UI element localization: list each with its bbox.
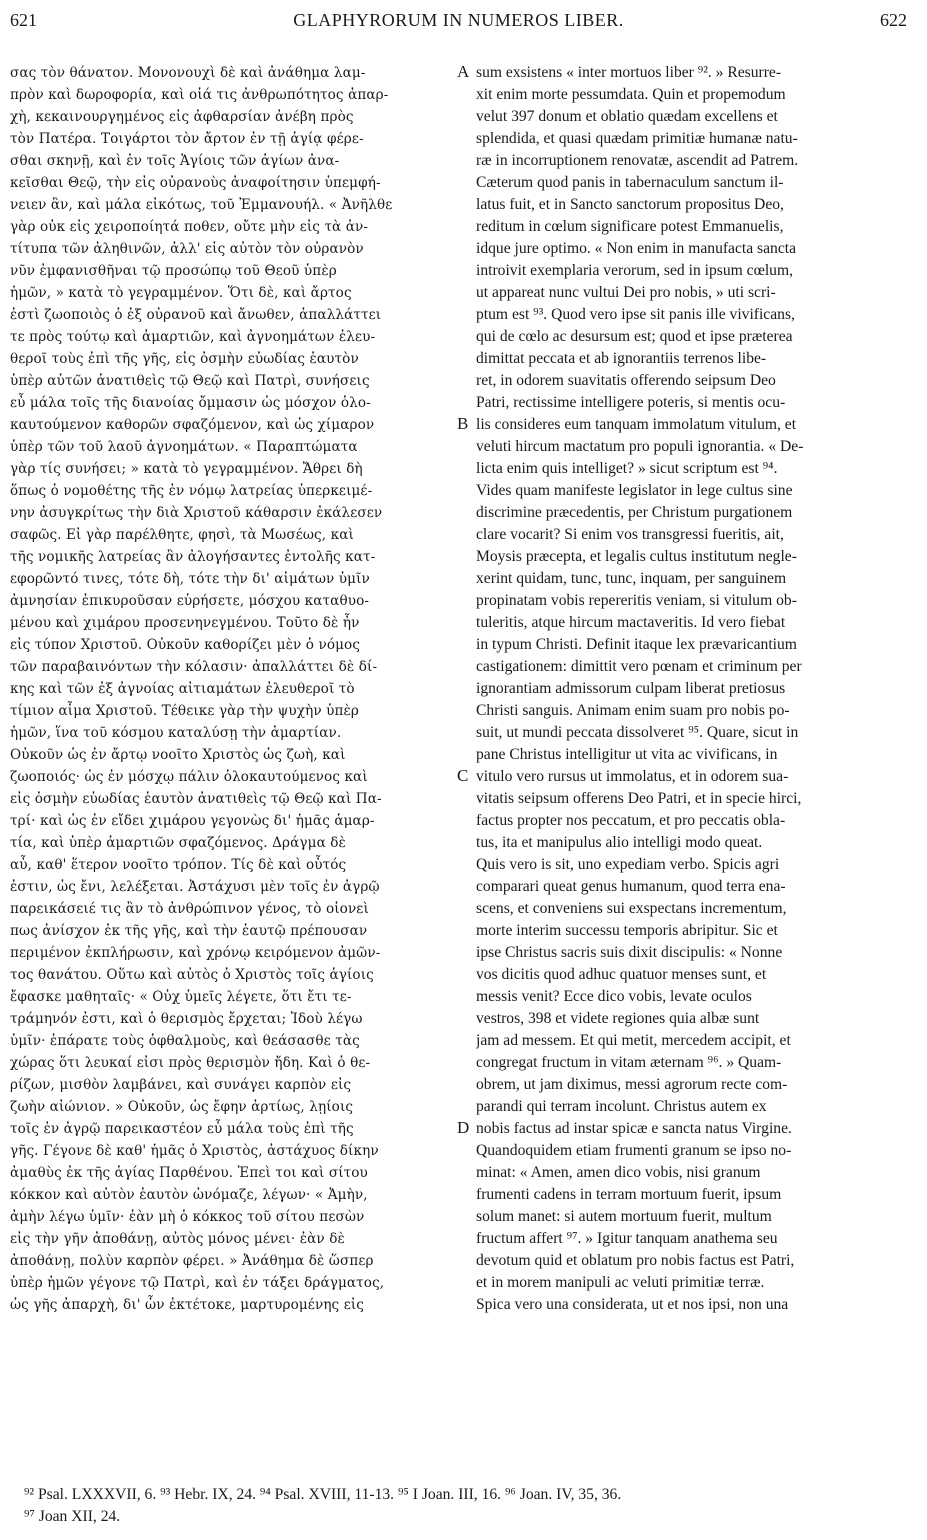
margin-markers <box>455 62 475 1162</box>
text-line: ipse Christus sacris suis dixit discipulis: « Nonne <box>476 944 783 961</box>
text-line: clare vocarit? Si enim vos transgressi fueritis, ait, <box>476 526 784 543</box>
text-line: γῆς. Γέγονε δὲ καθ' ἡμᾶς ὁ Χριστὸς, ἀστάχυος δίκην <box>10 1143 379 1159</box>
text-line: νῦν ἐμφανισθῆναι τῷ προσώπῳ τοῦ Θεοῦ ὑπὲρ <box>10 263 337 279</box>
text-line: introivit exemplaria verorum, sed in ipsum cœlum, <box>476 262 794 279</box>
text-line: πρὸν καὶ δωροφορία, καὶ οἱά τις ἀνθρωπότητος ἀπαρ- <box>10 87 389 103</box>
text-line: ὅπως ὁ νομοθέτης τῆς ἐν νόμῳ λατρείας ὑπερκειμέ- <box>10 483 373 499</box>
text-line: εἰς τὴν γῆν ἀποθάνῃ, αὐτὸς μόνος μένει· ἐὰν δὲ <box>10 1231 345 1247</box>
text-line: vitatis seipsum offerens Deo Patri, et in specie hirci, <box>476 790 802 807</box>
text-line: κόκκον καὶ αὐτὸν ἑαυτὸν ὠνόμαζε, λέγων· « Ἀμὴν, <box>10 1187 368 1203</box>
greek-text-column <box>10 62 456 1316</box>
text-line: κης καὶ τῶν ἐξ ἀγνοίας αἰτιαμάτων ἐλευθεροῖ τὸ <box>10 681 355 697</box>
text-line: veluti hircum mactatum pro populi ignorantia. « De- <box>476 438 804 455</box>
text-line: comparari queat genus humanum, quod terra ena- <box>476 878 786 895</box>
page-number-right: 622 <box>880 10 907 30</box>
text-line: τίμιον αἷμα Χριστοῦ. Τέθεικε γὰρ τὴν ψυχὴν ὑπὲρ <box>10 703 359 719</box>
text-line: τῶν παραβαινόντων τὴν κόλασιν· ἀπαλλάττει δὲ δί- <box>10 659 378 675</box>
text-line: Patri, rectissime intelligere poteris, si mentis ocu- <box>476 394 786 411</box>
text-line: νειεν ἂν, καὶ μάλα εἰκότως, τοῦ Ἐμμανουήλ. « Ἀνῆλθε <box>10 197 393 213</box>
text-line: ἡμῶν, » κατὰ τὸ γεγραμμένον. Ὅτι δὲ, καὶ ἄρτος <box>10 285 352 301</box>
footnote-line: ⁹² Psal. LXXXVII, 6. ⁹³ Hebr. IX, 24. ⁹⁴ Psal. XVIII, 11-13. ⁹⁵ I Joan. III, 16. ⁹⁶ Joan. IV, 35, 36. <box>24 1486 622 1503</box>
text-line: congregat fructum in vitam æternam ⁹⁶. » Quam- <box>476 1054 782 1071</box>
text-line: tuleritis, atque hircum mactaveritis. Id vero fiebat <box>476 614 786 631</box>
text-line: parandi qui terram incolunt. Christus autem ex <box>476 1098 767 1115</box>
text-line: obrem, ut jam diximus, messi agrorum recte com- <box>476 1076 788 1093</box>
margin-marker-d: D <box>457 1118 470 1137</box>
text-line: solum manet: si autem mortuum fuerit, multum <box>476 1208 772 1225</box>
text-line: τος θανάτου. Οὕτω καὶ αὐτὸς ὁ Χριστὸς τοῖς ἁγίοις <box>10 967 374 983</box>
text-line: τρί· καὶ ὡς ἐν εἴδει χιμάρου γεγονὼς δι' ἡμᾶς ἁμαρ- <box>10 813 375 829</box>
text-line: πως ἀνίσχον ἐκ τῆς γῆς, καὶ τὴν ἑαυτῷ πρέπουσαν <box>10 923 368 939</box>
text-line: ζωὴν αἰώνιον. » Οὐκοῦν, ὡς ἔφην ἀρτίως, λῃίοις <box>10 1099 354 1115</box>
text-line: Christi sanguis. Animam enim suam pro nobis po- <box>476 702 790 719</box>
text-line: in typum Christi. Definit itaque lex prævaricantium <box>476 636 797 653</box>
text-line: ἐστιν, ὡς ἔνι, λελέξεται. Ἀστάχυσι μὲν τοῖς ἐν ἀγρῷ <box>10 879 380 895</box>
running-title: GLAPHYRORUM IN NUMEROS LIBER. <box>293 10 624 30</box>
text-line: τὸν Πατέρα. Τοιγάρτοι τὸν ἄρτον ἐν τῇ ἁγίᾳ φέρε- <box>10 131 364 147</box>
text-line: tus, ita et manipulus alio intelligi modo queat. <box>476 834 763 851</box>
text-line: splendida, et quasi quædam primitiæ humanæ natu- <box>476 130 798 147</box>
text-line: vitulo vero rursus ut immolatus, et in odorem sua- <box>476 768 789 785</box>
text-line: γὰρ οὐκ εἰς χειροποίητά ποθεν, οὔτε μὴν εἰς τὰ ἀν- <box>10 219 369 235</box>
text-line: ἀποθάνῃ, πολὺν καρπὸν φέρει. » Ἀνάθημα δὲ ὥσπερ <box>10 1253 374 1269</box>
page-header <box>10 2 907 32</box>
text-line: ut appareat nunc vultui Dei pro nobis, » uti scri- <box>476 284 776 301</box>
text-line: ὑπὲρ αὐτῶν ἀνατιθεὶς τῷ Θεῷ καὶ Πατρὶ, συνήσεις <box>10 373 370 389</box>
text-line: ὑπὲρ τῶν τοῦ λαοῦ ἀγνοημάτων. « Παραπτώματα <box>10 439 358 455</box>
text-line: morte interim successu temporis abripitur. Sic et <box>476 922 778 939</box>
margin-marker-b: B <box>457 414 469 433</box>
text-line: ζωοποιός· ὡς ἐν μόσχῳ πάλιν ὁλοκαυτούμενος καὶ <box>10 769 368 785</box>
text-line: ρίζων, μισθὸν λαμβάνει, καὶ συνάγει καρπὸν εἰς <box>10 1077 352 1093</box>
text-line: vos dicitis quod adhuc quatuor menses sunt, et <box>476 966 767 983</box>
text-line: θεροῖ τοὺς ἐπὶ τῆς γῆς, εἰς ὀσμὴν εὐωδίας ἑαυτὸν <box>10 351 359 367</box>
margin-marker-c: C <box>457 766 469 785</box>
text-line: σαφῶς. Εἰ γὰρ παρέλθητε, φησὶ, τὰ Μωσέως, καὶ <box>10 527 354 543</box>
text-line: σθαι σκηνῇ, καὶ ἐν τοῖς Ἁγίοις τῶν ἁγίων ἀνα- <box>10 153 340 169</box>
text-line: ὡς γῆς ἀπαρχὴ, δι' ὧν ἐκτέτοκε, μαρτυρομένης εἰς <box>10 1297 364 1313</box>
text-line: τράμηνόν ἐστι, καὶ ὁ θερισμὸς ἔρχεται; Ἰδοὺ λέγω <box>10 1011 363 1027</box>
text-line: εφορῶντό τινες, τότε δὴ, τότε τὴν δι' αἱμάτων ὑμῖν <box>10 571 370 587</box>
text-line: καυτούμενον καθορῶν σφαζόμενον, καὶ ὡς χίμαρον <box>10 417 375 433</box>
text-line: frumenti cadens in terram mortuum fuerit, ipsum <box>476 1186 782 1203</box>
text-line: ὑμῖν· ἐπάρατε τοὺς ὀφθαλμοὺς, καὶ θεάσασθε τὰς <box>10 1033 360 1049</box>
text-line: ἡμῶν, ἵνα τοῦ κόσμου καταλύσῃ τὴν ἁμαρτίαν. <box>10 725 342 741</box>
text-line: jam ad messem. Et qui metit, mercedem accipit, et <box>476 1032 791 1049</box>
text-line: messis venit? Ecce dico vobis, levate oculos <box>476 988 752 1005</box>
footnote-line: ⁹⁷ Joan XII, 24. <box>24 1508 121 1525</box>
text-line: scens, et conveniens sui exspectans incrementum, <box>476 900 787 917</box>
text-line: idque jure optimo. « Non enim in manufacta sancta <box>476 240 797 257</box>
text-line: Cæterum quod panis in tabernaculum sanctum il- <box>476 174 784 191</box>
text-line: xerint quidam, tunc, tunc, inquam, per sanguinem <box>476 570 787 587</box>
text-line: fructum affert ⁹⁷. » Igitur tanquam anathema seu <box>476 1230 778 1247</box>
text-line: devotum quid et oblatum pro nobis factus est Patri, <box>476 1252 795 1269</box>
text-line: suit, ut mundi peccata dissolveret ⁹⁵. Quare, sicut in <box>476 724 799 741</box>
text-line: τίτυπα τῶν ἀληθινῶν, ἀλλ' εἰς αὐτὸν τὸν οὐρανὸν <box>10 241 364 257</box>
text-line: Moysis præcepta, et legalis cultus institutum negle- <box>476 548 797 565</box>
text-line: sum exsistens « inter mortuos liber ⁹². » Resurre- <box>476 64 782 81</box>
text-line: τε πρὸς τούτῳ καὶ ἁμαρτιῶν, καὶ ἀγνοημάτων ἐλευ- <box>10 329 376 345</box>
text-line: propinatam vobis repereritis veniam, si vitulum ob- <box>476 592 797 609</box>
text-line: τῆς νομικῆς λατρείας ἂν ἀλογήσαντες ἐντολῆς κατ- <box>10 549 376 565</box>
text-line: ἐστὶ ζωοποιὸς ὁ ἐξ οὐρανοῦ καὶ ἄνωθεν, ἀπαλλάττει <box>10 307 382 323</box>
text-line: Spica vero una considerata, ut et nos ipsi, non una <box>476 1296 789 1313</box>
text-line: Οὐκοῦν ὡς ἐν ἄρτῳ νοοῖτο Χριστὸς ὡς ζωὴ, καὶ <box>10 747 346 763</box>
text-line: latus fuit, et in Sancto sanctorum propositus Deo, <box>476 196 784 213</box>
page-number-left: 621 <box>10 10 37 30</box>
text-line: ptum est ⁹³. Quod vero ipse sit panis ille vivificans, <box>476 306 795 323</box>
text-line: lis consideres eum tanquam immolatum vitulum, et <box>476 416 797 433</box>
text-line: εἰς τύπον Χριστοῦ. Οὐκοῦν καθορίζει μὲν ὁ νόμος <box>10 637 361 653</box>
text-line: αὖ, καθ' ἕτερον νοοῖτο τρόπον. Τίς δὲ καὶ οὗτός <box>10 857 347 873</box>
text-line: εὖ μάλα τοῖς τῆς διανοίας ὄμμασιν ὡς μόσχον ὁλο- <box>10 395 371 411</box>
text-line: ignorantiam admissorum culpam liberat pretiosus <box>476 680 786 697</box>
text-line: licta enim quis intelliget? » sicut scriptum est ⁹⁴. <box>476 460 778 477</box>
text-line: Vides quam manifeste legislator in lege cultus sine <box>476 482 793 499</box>
text-line: σας τὸν θάνατον. Μονονουχὶ δὲ καὶ ἀνάθημα λαμ- <box>10 65 366 81</box>
text-line: χὴ, κεκαινουργημένος εἰς ἀφθαρσίαν ἀνέβη πρὸς <box>10 109 354 125</box>
text-line: γὰρ τίς συνήσει; » κατὰ τὸ γεγραμμένον. Ἄθρει δὴ <box>10 461 363 477</box>
text-line: xit enim morte pessumdata. Quin et propemodum <box>476 86 786 103</box>
text-line: qui de cœlo ac desursum est; quod et ipse præterea <box>476 328 793 345</box>
text-line: vestros, 398 et videte regiones quia albæ sunt <box>476 1010 760 1027</box>
text-line: Quandoquidem etiam frumenti granum se ipso no- <box>476 1142 792 1159</box>
text-line: nobis factus ad instar spicæ e sancta natus Virgine. <box>476 1120 792 1137</box>
text-line: χώρας ὅτι λευκαί εἰσι πρὸς θερισμὸν ἤδη. Καὶ ὁ θε- <box>10 1055 371 1071</box>
text-line: ἀμνησίαν ἐπικυροῦσαν εὑρήσετε, μόσχου καταθυο- <box>10 593 370 609</box>
margin-marker-a: A <box>457 62 470 81</box>
text-line: Quis vero is sit, uno expediam verbo. Spicis agri <box>476 856 780 873</box>
text-line: discrimine præcedentis, per Christum purgationem <box>476 504 793 521</box>
text-line: ἀμὴν λέγω ὑμῖν· ἐὰν μὴ ὁ κόκκος τοῦ σίτου πεσὼν <box>10 1209 365 1225</box>
text-line: dimittat peccata et ab ignorantiis terrenos libe- <box>476 350 767 367</box>
text-line: pane Christus intelligitur ut vita ac vivificans, in <box>476 746 778 763</box>
text-line: ἔφασκε μαθηταῖς· « Οὐχ ὑμεῖς λέγετε, ὅτι ἔτι τε- <box>10 989 352 1005</box>
text-line: περιμένον ἐκπλήρωσιν, καὶ χρόνῳ κειρόμενον ἀμῶν- <box>10 945 381 961</box>
text-line: et in morem manipuli ac veluti primitiæ terræ. <box>476 1274 765 1291</box>
text-line: νην ἀσυγκρίτως τὴν διὰ Χριστοῦ κάθαρσιν ἐκάλεσεν <box>10 505 383 521</box>
latin-text-column <box>476 62 897 1316</box>
footnotes <box>24 1484 914 1528</box>
text-line: ὑπὲρ ἡμῶν γέγονε τῷ Πατρὶ, καὶ ἐν τάξει δράγματος, <box>10 1275 385 1291</box>
text-line: κεῖσθαι Θεῷ, τὴν εἰς οὐρανοὺς ἀναφοίτησιν ὑπεμφή- <box>10 175 381 191</box>
text-line: ret, in odorem suavitatis offerendo seipsum Deo <box>476 372 776 389</box>
text-line: castigationem: dimittit vero pœnam et criminum per <box>476 658 802 675</box>
text-line: τία, καὶ ὑπὲρ ἁμαρτιῶν σφαζόμενος. Δράγμα δὲ <box>10 835 346 851</box>
text-line: reditum in cœlum significare potest Emmanuelis, <box>476 218 784 235</box>
text-line: factus propter nos peccatum, et pro peccatis obla- <box>476 812 786 829</box>
text-line: παρεικάσειέ τις ἂν τὸ ἀνθρώπινον γένος, τὸ οἱονεὶ <box>10 901 369 917</box>
text-line: minat: « Amen, amen dico vobis, nisi granum <box>476 1164 761 1181</box>
text-line: εἰς ὀσμὴν εὐωδίας ἑαυτὸν ἀνατιθεὶς τῷ Θεῷ καὶ Πα- <box>10 791 382 807</box>
text-line: ræ in incorruptionem renovatæ, ascendit ad Patrem. <box>476 152 799 169</box>
text-line: velut 397 donum et oblatio quædam excellens et <box>476 108 778 125</box>
text-line: μένου καὶ χιμάρου προσενηνεγμένου. Τοῦτο δὲ ἦν <box>10 615 360 631</box>
text-line: ἀμαθὺς ἐκ τῆς ἁγίας Παρθένου. Ἐπεὶ τοι καὶ σίτου <box>10 1165 368 1181</box>
text-line: τοῖς ἐν ἀγρῷ παρεικαστέον εὖ μάλα τοὺς ἐπὶ τῆς <box>10 1121 354 1137</box>
